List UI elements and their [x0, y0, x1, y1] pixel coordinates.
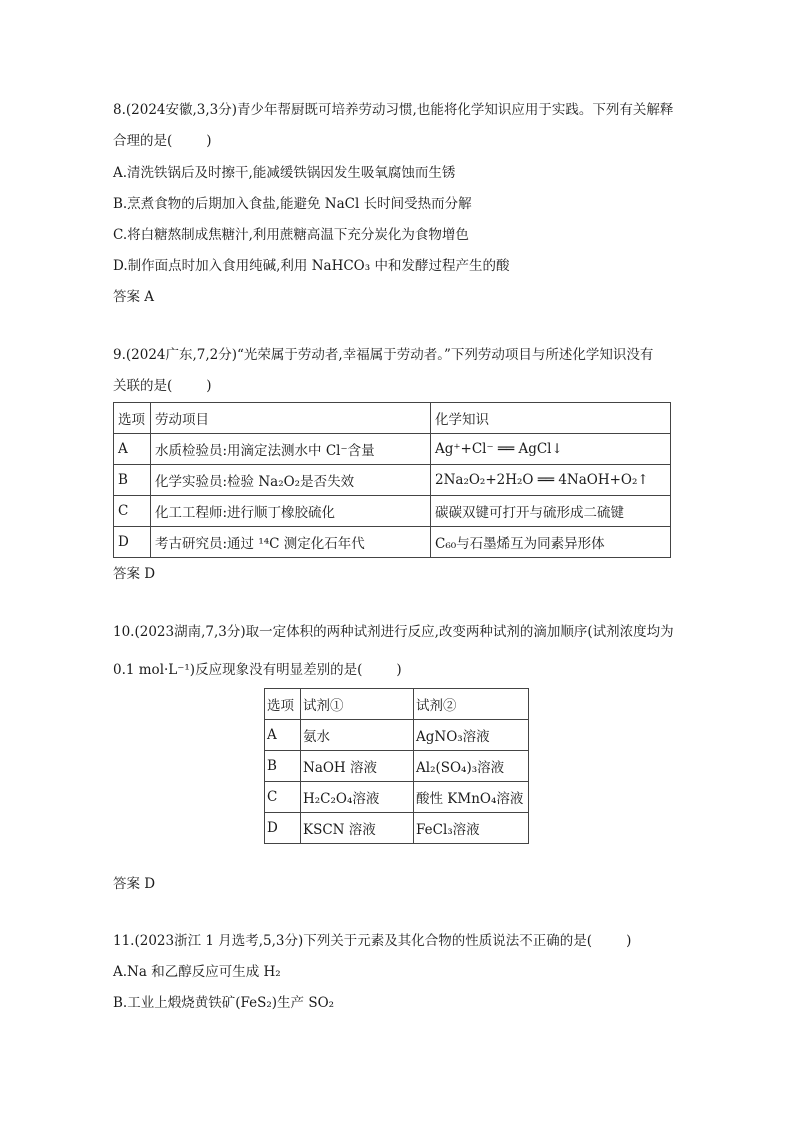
table-row	[265, 720, 529, 751]
table-header-cell: 试剂②	[414, 689, 529, 720]
q8-option-a: A.清洗铁锅后及时擦干,能减缓铁锅因发生吸氧腐蚀而生锈	[113, 165, 456, 181]
q8-option-c: C.将白糖熬制成焦糖汁,利用蔗糖高温下充分炭化为食物增色	[113, 227, 469, 243]
table-cell: 考古研究员:通过 ¹⁴C 测定化石年代	[151, 527, 431, 558]
table-row	[265, 782, 529, 813]
table-cell: 氨水	[301, 720, 414, 751]
q8-stem-line1: 8.(2024安徽,3,3分)青少年帮厨既可培养劳动习惯,也能将化学知识应用于实践。下列有关解释	[113, 102, 674, 118]
table-header-cell: 选项	[265, 689, 301, 720]
table-cell: Ag⁺+Cl⁻ ══ AgCl↓	[431, 434, 671, 465]
table-header-row	[265, 689, 529, 720]
q10-stem-line2: 0.1 mol·L⁻¹)反应现象没有明显差别的是( )	[113, 662, 402, 678]
table-row	[114, 496, 671, 527]
table-cell: 碳碳双键可打开与硫形成二硫键	[431, 496, 671, 527]
table-row	[114, 527, 671, 558]
table-header-row	[114, 403, 671, 434]
table-cell: NaOH 溶液	[301, 751, 414, 782]
q9-stem-line2: 关联的是( )	[113, 378, 212, 394]
table-cell: 酸性 KMnO₄溶液	[414, 782, 529, 813]
table-cell: B	[265, 751, 301, 782]
q9-table	[113, 402, 671, 558]
table-cell: H₂C₂O₄溶液	[301, 782, 414, 813]
q11-stem: 11.(2023浙江 1 月选考,5,3分)下列关于元素及其化合物的性质说法不正确的是( )	[113, 933, 632, 949]
table-header-cell: 选项	[114, 403, 151, 434]
table-cell: B	[114, 465, 151, 496]
q8-stem-line2: 合理的是( )	[113, 133, 212, 149]
q11-option-b: B.工业上煅烧黄铁矿(FeS₂)生产 SO₂	[113, 995, 335, 1011]
q8-answer: 答案 A	[113, 289, 155, 305]
table-cell: KSCN 溶液	[301, 813, 414, 844]
table-cell: C	[114, 496, 151, 527]
table-cell: FeCl₃溶液	[414, 813, 529, 844]
table-cell: 水质检验员:用滴定法测水中 Cl⁻含量	[151, 434, 431, 465]
table-cell: A	[265, 720, 301, 751]
table-row	[265, 751, 529, 782]
table-row	[114, 465, 671, 496]
table-cell: 2Na₂O₂+2H₂O ══ 4NaOH+O₂↑	[431, 465, 671, 496]
table-header-cell: 化学知识	[431, 403, 671, 434]
table-cell: C₆₀与石墨烯互为同素异形体	[431, 527, 671, 558]
q8-option-d: D.制作面点时加入食用纯碱,利用 NaHCO₃ 中和发酵过程产生的酸	[113, 258, 510, 274]
q10-answer: 答案 D	[113, 876, 156, 892]
q9-stem-line1: 9.(2024广东,7,2分)“光荣属于劳动者,幸福属于劳动者。”下列劳动项目与所述化学知识没有	[113, 347, 654, 363]
table-row	[265, 813, 529, 844]
q9-answer: 答案 D	[113, 566, 156, 582]
table-row	[114, 434, 671, 465]
table-cell: C	[265, 782, 301, 813]
q8-option-b: B.烹煮食物的后期加入食盐,能避免 NaCl 长时间受热而分解	[113, 196, 472, 212]
table-cell: 化工工程师:进行顺丁橡胶硫化	[151, 496, 431, 527]
table-cell: D	[265, 813, 301, 844]
table-cell: A	[114, 434, 151, 465]
table-header-cell: 试剂①	[301, 689, 414, 720]
q11-option-a: A.Na 和乙醇反应可生成 H₂	[113, 964, 281, 980]
table-cell: D	[114, 527, 151, 558]
table-cell: 化学实验员:检验 Na₂O₂是否失效	[151, 465, 431, 496]
q10-stem-line1: 10.(2023湖南,7,3分)取一定体积的两种试剂进行反应,改变两种试剂的滴加顺序(试剂浓度均为	[113, 624, 674, 640]
table-cell: Al₂(SO₄)₃溶液	[414, 751, 529, 782]
table-header-cell: 劳动项目	[151, 403, 431, 434]
table-cell: AgNO₃溶液	[414, 720, 529, 751]
q10-table	[264, 688, 529, 844]
